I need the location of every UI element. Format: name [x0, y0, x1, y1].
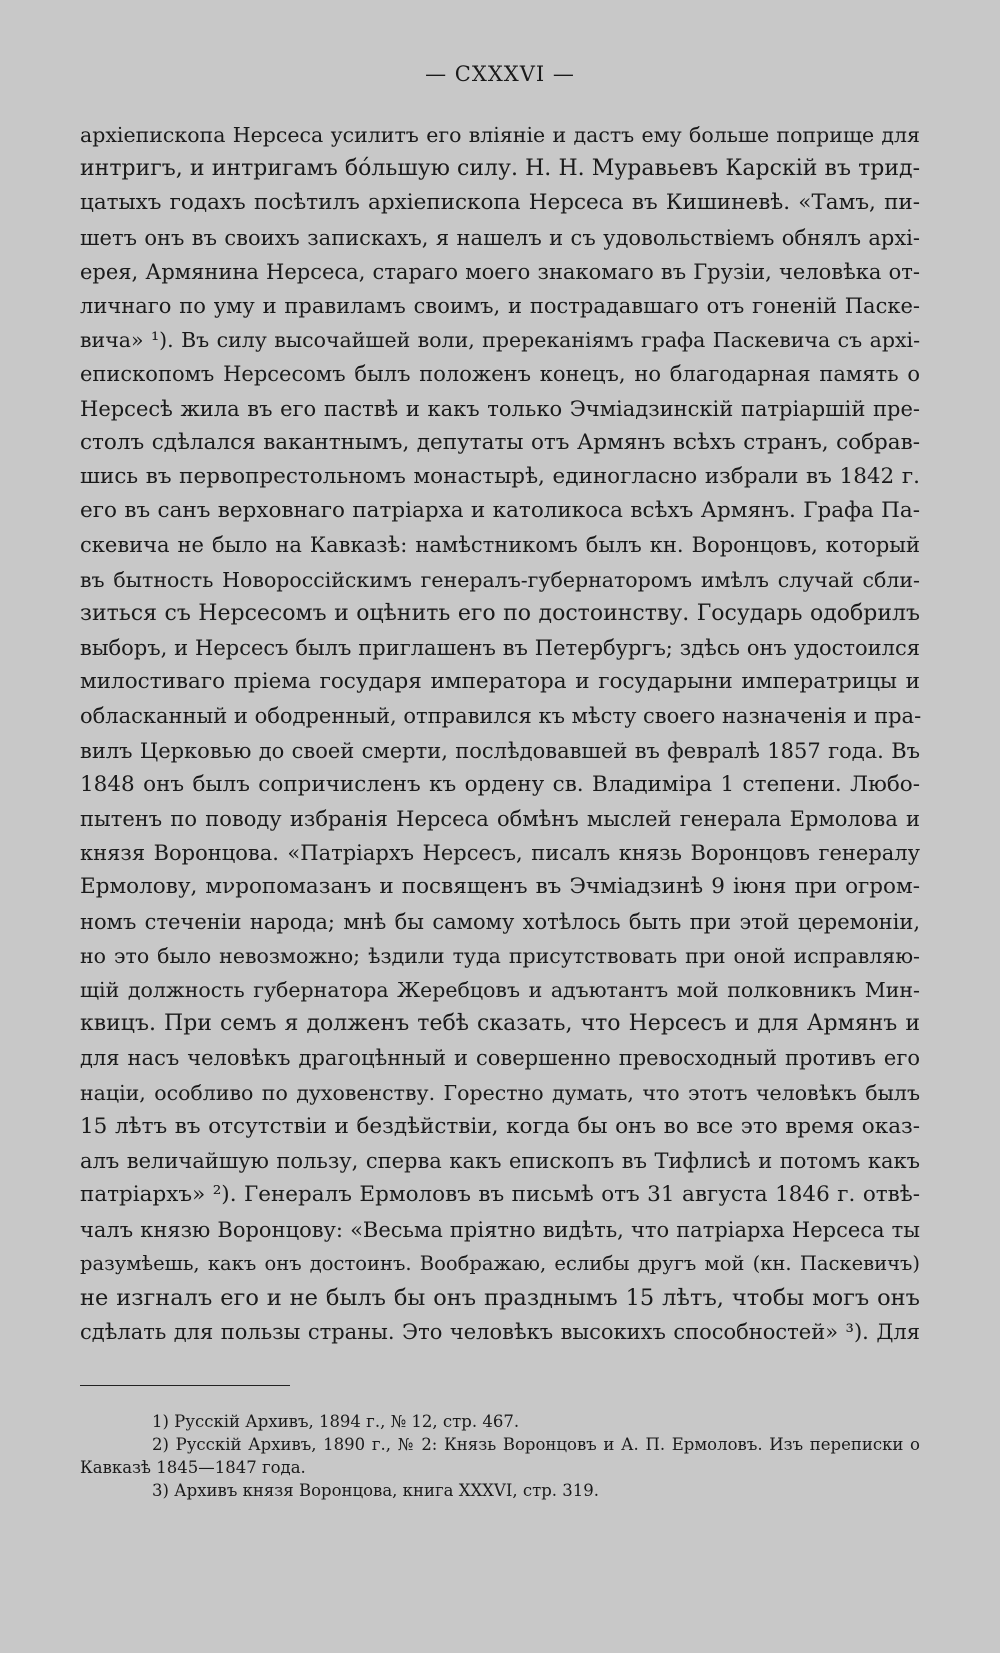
body-line: архіепископа Нерсеса усилитъ его вліяніе и дастъ ему больше поприще для [80, 123, 920, 147]
body-line: квицъ. При семъ я долженъ тебѣ сказать, что Нерсесъ и для Армянъ и [80, 1011, 920, 1037]
body-line: вилъ Церковью до своей смерти, послѣдовавшей въ февралѣ 1857 года. Въ [80, 738, 920, 763]
body-line: 15 лѣтъ въ отсутствіи и бездѣйствіи, когда бы онъ во все это время оказ- [80, 1113, 920, 1139]
body-line: сдѣлать для пользы страны. Это человѣкъ высокихъ способностей» ³). Для [80, 1320, 920, 1345]
body-line: алъ величайшую пользу, сперва какъ епископъ въ Тифлисѣ и потомъ какъ [80, 1149, 920, 1174]
body-line: выборъ, и Нерсесъ былъ приглашенъ въ Петербургъ; здѣсь онъ удостоился [80, 636, 920, 661]
body-line: скевича не было на Кавказѣ: намѣстникомъ былъ кн. Воронцовъ, который [80, 533, 920, 558]
body-line: цатыхъ годахъ посѣтилъ архіепископа Нерсеса въ Кишиневѣ. «Тамъ, пи- [80, 190, 920, 216]
body-line: шись въ первопрестольномъ монастырѣ, единогласно избрали въ 1842 г. [80, 464, 920, 490]
body-line: его въ санъ верховнаго патріарха и католикоса всѣхъ Армянъ. Графа Па- [80, 498, 920, 524]
body-line: Нерсесѣ жила въ его паствѣ и какъ только Эчміадзинскій патріаршій пре- [80, 396, 920, 421]
body-line: для насъ человѣкъ драгоцѣнный и совершенно превосходный противъ его [80, 1046, 920, 1071]
body-line: ерея, Армянина Нерсеса, стараго моего знакомаго въ Грузіи, человѣка от- [80, 259, 920, 284]
body-line: шетъ онъ въ своихъ запискахъ, я нашелъ и съ удовольствіемъ обнялъ архі- [80, 225, 920, 250]
footnote-2: 2) Русскій Архивъ, 1890 г., № 2: Князь Воронцовъ и А. П. Ермоловъ. Изъ переписки о [152, 1435, 920, 1454]
page-header: — CXXXVI — [425, 62, 575, 86]
body-line: епископомъ Нерсесомъ былъ положенъ конецъ, но благодарная память о [80, 362, 920, 387]
body-line: милостиваго пріема государя императора и государыни императрицы и [80, 669, 920, 695]
body-line: зиться съ Нерсесомъ и оцѣнить его по достоинству. Государь одобрилъ [80, 600, 920, 626]
footnote-3: 3) Архивъ князя Воронцова, книга XXXVI, стр. 319. [152, 1481, 600, 1500]
body-line: Ермолову, мνропомазанъ и посвященъ въ Эчміадзинѣ 9 іюня при огром- [80, 874, 920, 900]
footnote-divider [80, 1385, 290, 1386]
body-line: 1848 онъ былъ сопричисленъ къ ордену св. Владиміра 1 степени. Любо- [80, 771, 920, 797]
body-line: обласканный и ободренный, отправился къ мѣсту своего назначенія и пра- [80, 704, 922, 729]
footnote-2-continued: Кавказѣ 1845—1847 года. [80, 1458, 306, 1477]
body-line: щій должность губернатора Жеребцовъ и адъютантъ мой полковникъ Мин- [80, 978, 920, 1003]
body-line: но это было невозможно; ѣздили туда присутствовать при оной исправляю- [80, 943, 920, 968]
body-line: столъ сдѣлался вакантнымъ, депутаты отъ Армянъ всѣхъ странъ, собрав- [80, 429, 920, 455]
body-line: интригъ, и интригамъ бо́льшую силу. Н. Н. Муравьевъ Карскій въ трид- [80, 156, 920, 182]
body-line: личнаго по уму и правиламъ своимъ, и пострадавшаго отъ гоненій Паске- [80, 294, 920, 319]
body-line: чалъ князю Воронцову: «Весьма пріятно видѣть, что патріарха Нерсеса ты [80, 1217, 920, 1242]
body-line: разумѣешь, какъ онъ достоинъ. Воображаю, еслибы другъ мой (кн. Паскевичъ) [80, 1251, 920, 1275]
body-line: пытенъ по поводу избранія Нерсеса обмѣнъ мыслей генерала Ермолова и [80, 807, 920, 832]
body-line: вича» ¹). Въ силу высочайшей воли, пререканіямъ графа Паскевича съ архі- [80, 328, 920, 353]
body-line: націи, особливо по духовенству. Горестно думать, что этотъ человѣкъ былъ [80, 1080, 920, 1105]
footnote-1: 1) Русскій Архивъ, 1894 г., № 12, стр. 467. [152, 1412, 520, 1431]
body-line: патріархъ» ²). Генералъ Ермоловъ въ письмѣ отъ 31 августа 1846 г. отвѣ- [80, 1182, 920, 1208]
body-text [80, 118, 920, 1349]
body-line: номъ стеченіи народа; мнѣ бы самому хотѣлось быть при этой церемоніи, [80, 909, 920, 934]
body-line: не изгналъ его и не былъ бы онъ празднымъ 15 лѣтъ, чтобы могъ онъ [80, 1284, 920, 1311]
body-line: въ бытность Новороссійскимъ генералъ-губернаторомъ имѣлъ случай сбли- [80, 567, 920, 592]
body-line: князя Воронцова. «Патріархъ Нерсесъ, писалъ князь Воронцовъ генералу [80, 841, 920, 866]
footnotes [80, 1410, 920, 1502]
